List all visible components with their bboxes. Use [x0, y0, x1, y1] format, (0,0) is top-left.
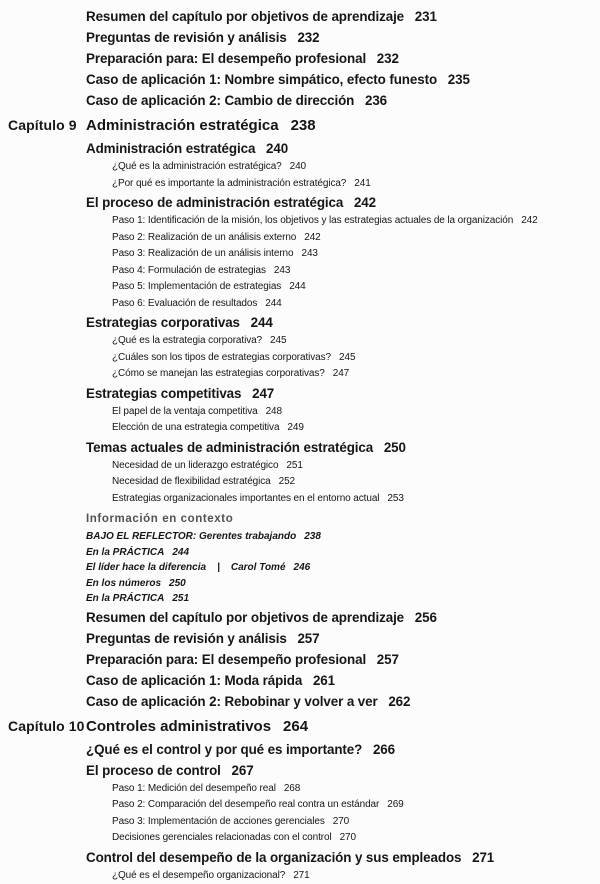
- entry-page-number: 249: [287, 422, 303, 433]
- toc-entry-level1: [0, 192, 600, 213]
- entry-title: Estrategias competitivas: [86, 386, 241, 401]
- entry-separator: |: [206, 560, 231, 576]
- entry-page-number: 251: [172, 593, 189, 604]
- toc-entry-level2: [0, 458, 600, 475]
- entry-title: Estrategias organizacionales importantes en el entorno actual: [112, 493, 379, 504]
- entry-title: En los números: [86, 578, 161, 589]
- toc-entry-level1: [0, 312, 600, 333]
- entry-page-number: 243: [301, 248, 317, 259]
- feature-entry: [0, 560, 600, 576]
- entry-page-number: 244: [265, 298, 281, 309]
- entry-title: Paso 4: Formulación de estrategias: [112, 265, 266, 276]
- entry-page-number: 241: [354, 178, 370, 189]
- entry-page-number: 257: [377, 652, 399, 667]
- entry-page-number: 267: [232, 763, 254, 778]
- entry-page-number: 245: [270, 335, 286, 346]
- chapter-label: Capítulo 9: [0, 113, 86, 138]
- entry-page-number: 257: [297, 631, 319, 646]
- entry-page-number: 238: [291, 113, 316, 138]
- entry-page-number: 244: [172, 547, 189, 558]
- entry-page-number: 235: [448, 72, 470, 87]
- entry-page-number: 247: [252, 386, 274, 401]
- toc-entry-level1: [0, 383, 600, 404]
- toc-entry-level2: [0, 350, 600, 367]
- entry-page-number: 248: [266, 406, 282, 417]
- toc-entry-level2: [0, 366, 600, 383]
- toc-entry-level2: [0, 474, 600, 491]
- toc-entry-level2: [0, 420, 600, 437]
- entry-title: Paso 2: Comparación del desempeño real contra un estándar: [112, 799, 379, 810]
- entry-title: Paso 3: Implementación de acciones gerenciales: [112, 816, 325, 827]
- toc-entry-level2: [0, 814, 600, 831]
- entry-title: El papel de la ventaja competitiva: [112, 406, 258, 417]
- entry-title: Necesidad de flexibilidad estratégica: [112, 476, 271, 487]
- toc-entry-level2: [0, 333, 600, 350]
- toc-entry-level2: [0, 296, 600, 313]
- toc-entry-level2: [0, 781, 600, 798]
- toc-entry-level1: [0, 628, 600, 649]
- toc-entry-level2: [0, 213, 600, 230]
- entry-title: Caso de aplicación 1: Nombre simpático, efecto funesto: [86, 72, 437, 87]
- toc-entry-level1: [0, 670, 600, 691]
- entry-title: Paso 1: Identificación de la misión, los objetivos y las estrategias actuales de la organización: [112, 215, 513, 226]
- entry-page-number: 250: [169, 578, 186, 589]
- entry-page-number: 238: [304, 531, 321, 542]
- entry-title: Paso 5: Implementación de estrategias: [112, 281, 281, 292]
- entry-page-number: 269: [387, 799, 403, 810]
- entry-page-number: 270: [333, 816, 349, 827]
- entry-title: Paso 1: Medición del desempeño real: [112, 783, 276, 794]
- feature-entry: [0, 576, 600, 592]
- toc-entry-level2: [0, 404, 600, 421]
- chapter-heading: [0, 714, 600, 739]
- entry-page-number: 244: [289, 281, 305, 292]
- entry-page-number: 266: [373, 742, 395, 757]
- toc-entry-level2: [0, 279, 600, 296]
- entry-title: ¿Qué es la estrategia corporativa?: [112, 335, 262, 346]
- entry-title: ¿Cómo se manejan las estrategias corporativas?: [112, 368, 325, 379]
- entry-page-number: 240: [266, 141, 288, 156]
- entry-subtitle: Carol Tomé: [231, 562, 286, 573]
- feature-entry: [0, 545, 600, 561]
- toc-entry-level1: [0, 437, 600, 458]
- entry-page-number: 264: [283, 714, 308, 739]
- entry-page-number: 253: [387, 493, 403, 504]
- toc-entry-level1: [0, 6, 600, 27]
- entry-title: ¿Qué es la administración estratégica?: [112, 161, 282, 172]
- feature-section-heading: [0, 510, 600, 528]
- toc-entry-level1: [0, 27, 600, 48]
- entry-title: Temas actuales de administración estratégica: [86, 440, 373, 455]
- toc-entry-level2: [0, 868, 600, 884]
- entry-title: Resumen del capítulo por objetivos de aprendizaje: [86, 610, 404, 625]
- entry-title: Administración estratégica: [86, 141, 255, 156]
- entry-page-number: 268: [284, 783, 300, 794]
- entry-page-number: 231: [415, 9, 437, 24]
- toc-entry-level1: [0, 607, 600, 628]
- entry-title: Caso de aplicación 1: Moda rápida: [86, 673, 302, 688]
- entry-title: Estrategias corporativas: [86, 315, 240, 330]
- toc-entry-level2: [0, 491, 600, 508]
- entry-title: BAJO EL REFLECTOR: Gerentes trabajando: [86, 531, 296, 542]
- toc-entry-level1: [0, 48, 600, 69]
- entry-page-number: 251: [286, 460, 302, 471]
- entry-page-number: 245: [339, 352, 355, 363]
- entry-title: Preparación para: El desempeño profesional: [86, 652, 366, 667]
- entry-page-number: 246: [294, 562, 311, 573]
- entry-page-number: 232: [297, 30, 319, 45]
- entry-page-number: 242: [304, 232, 320, 243]
- entry-title: Caso de aplicación 2: Cambio de dirección: [86, 93, 354, 108]
- entry-page-number: 242: [354, 195, 376, 210]
- entry-page-number: 236: [365, 93, 387, 108]
- entry-title: Resumen del capítulo por objetivos de aprendizaje: [86, 9, 404, 24]
- entry-page-number: 270: [340, 832, 356, 843]
- chapter-label: Capítulo 10: [0, 714, 86, 739]
- toc-entry-level2: [0, 797, 600, 814]
- entry-page-number: 256: [415, 610, 437, 625]
- entry-title: ¿Por qué es importante la administración estratégica?: [112, 178, 346, 189]
- entry-title: Preparación para: El desempeño profesional: [86, 51, 366, 66]
- entry-page-number: 232: [377, 51, 399, 66]
- entry-title: Preguntas de revisión y análisis: [86, 30, 287, 45]
- entry-title: Preguntas de revisión y análisis: [86, 631, 287, 646]
- toc-entry-level1: [0, 739, 600, 760]
- entry-title: Elección de una estrategia competitiva: [112, 422, 279, 433]
- chapter-heading: [0, 113, 600, 138]
- entry-title: Administración estratégica: [86, 113, 279, 138]
- toc-entry-level2: [0, 159, 600, 176]
- feature-entry: [0, 591, 600, 607]
- toc-entry-level1: [0, 138, 600, 159]
- entry-title: ¿Qué es el control y por qué es importante?: [86, 742, 362, 757]
- toc-entry-level2: [0, 830, 600, 847]
- toc-entry-level2: [0, 263, 600, 280]
- entry-title: Necesidad de un liderazgo estratégico: [112, 460, 278, 471]
- entry-page-number: 250: [384, 440, 406, 455]
- entry-page-number: 271: [293, 870, 309, 881]
- entry-page-number: 271: [472, 850, 494, 865]
- toc-entry-level1: [0, 649, 600, 670]
- entry-title: En la PRÁCTICA: [86, 593, 164, 604]
- entry-page-number: 243: [274, 265, 290, 276]
- entry-page-number: 247: [333, 368, 349, 379]
- entry-page-number: 244: [251, 315, 273, 330]
- entry-title: Caso de aplicación 2: Rebobinar y volver a ver: [86, 694, 378, 709]
- entry-title: El líder hace la diferencia: [86, 562, 206, 573]
- entry-page-number: 240: [290, 161, 306, 172]
- feature-entry: [0, 529, 600, 545]
- entry-title: El proceso de administración estratégica: [86, 195, 343, 210]
- toc-entry-level1: [0, 90, 600, 111]
- toc-entry-level2: [0, 176, 600, 193]
- toc-entry-level1: [0, 760, 600, 781]
- entry-title: Información en contexto: [86, 513, 233, 525]
- entry-title: Control del desempeño de la organización y sus empleados: [86, 850, 461, 865]
- toc-entry-level2: [0, 246, 600, 263]
- entry-title: ¿Qué es el desempeño organizacional?: [112, 870, 285, 881]
- entry-page-number: 242: [521, 215, 537, 226]
- entry-page-number: 252: [279, 476, 295, 487]
- entry-page-number: 262: [388, 694, 410, 709]
- entry-title: El proceso de control: [86, 763, 221, 778]
- toc-entry-level1: [0, 691, 600, 712]
- entry-title: Paso 3: Realización de un análisis interno: [112, 248, 293, 259]
- entry-title: En la PRÁCTICA: [86, 547, 164, 558]
- entry-page-number: 261: [313, 673, 335, 688]
- toc-entry-level2: [0, 230, 600, 247]
- toc-entry-level1: [0, 847, 600, 868]
- entry-title: ¿Cuáles son los tipos de estrategias corporativas?: [112, 352, 331, 363]
- entry-title: Controles administrativos: [86, 714, 271, 739]
- entry-title: Decisiones gerenciales relacionadas con el control: [112, 832, 332, 843]
- toc-entry-level1: [0, 69, 600, 90]
- entry-title: Paso 2: Realización de un análisis externo: [112, 232, 296, 243]
- entry-title: Paso 6: Evaluación de resultados: [112, 298, 257, 309]
